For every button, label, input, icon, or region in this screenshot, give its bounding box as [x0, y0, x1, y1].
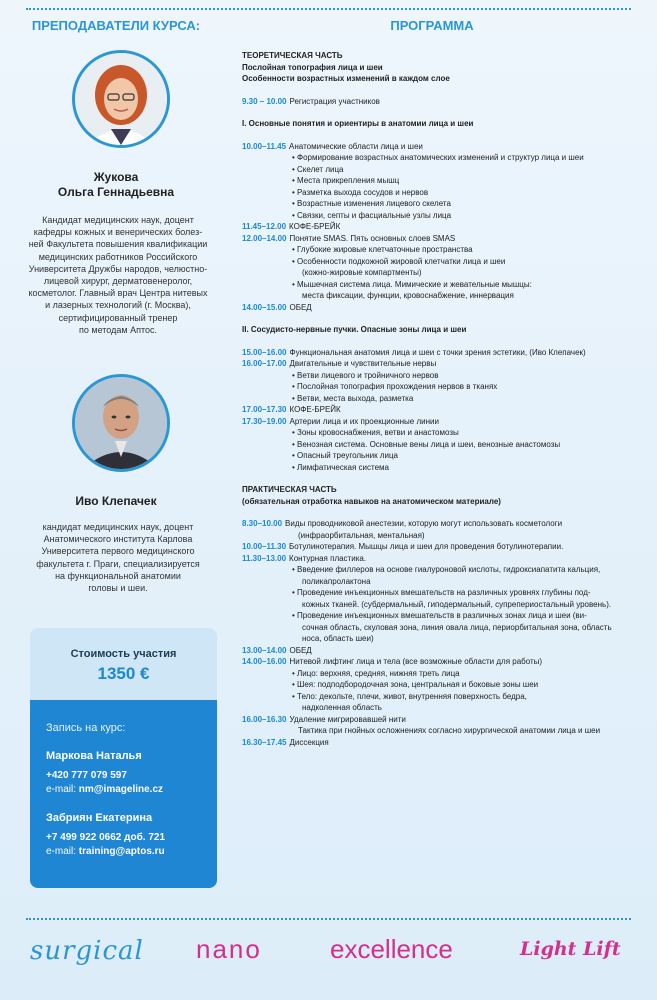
time: 14.00–16.00 — [242, 657, 287, 666]
event: КОФЕ-БРЕЙК — [289, 405, 341, 414]
schedule-row — [242, 541, 654, 553]
contact2-email-row — [46, 846, 165, 857]
program-heading: ПРОГРАММА — [390, 18, 474, 33]
schedule-row — [242, 416, 654, 428]
event: Контурная пластика. — [289, 553, 367, 563]
teacher1-name-line2: Ольга Геннадьевна — [57, 185, 175, 199]
contact2-email[interactable]: training@aptos.ru — [78, 846, 165, 857]
list-item: • Ветви, места выхода, разметка — [292, 393, 414, 403]
logo-strip — [0, 928, 657, 978]
teacher1-name-line1: Жукова — [93, 170, 139, 184]
list-item: (кожно-жировые компартменты) — [302, 268, 422, 277]
teacher2-photo — [72, 374, 170, 472]
list-item: • Возрастные изменения лицевого скелета — [292, 199, 451, 208]
list-item: • Венозная система. Основные вены лица и шеи, венозные анастомозы — [292, 439, 561, 449]
event: Двигательные и чувствительные нервы — [289, 359, 437, 368]
time: 17.00–17.30 — [242, 405, 287, 414]
schedule-row — [242, 404, 654, 416]
teacher1-photo — [72, 50, 170, 148]
program-list — [242, 50, 654, 748]
price-label: Стоимость участия — [70, 648, 177, 660]
schedule-row — [242, 221, 654, 233]
list-item: • Ветви лицевого и тройничного нервов — [292, 370, 439, 380]
teacher1-bio: Кандидат медицинских наук, доцент кафедры кожных и венерических болез- ней Факультета повышения квалификации медицинских работников Российского Университета Дружбы народов, челюстно- лицевой хирург, дерматовенеролог, косметолог. Главный врач Центра нитевых и лазерных технологий (г. Москва), сертифицированный тренер по методам Аптос. — [28, 215, 208, 335]
list-item: • Шея: подподбородочная зона, центральная и боковые зоны шеи — [292, 680, 539, 689]
schedule-row — [242, 302, 654, 314]
schedule-row — [242, 714, 654, 726]
contact1-email-label: e-mail: — [46, 784, 77, 795]
time: 15.00–16.00 — [242, 347, 287, 357]
contact1-phone[interactable]: +420 777 079 597 — [46, 770, 127, 781]
price-value: 1350 € — [97, 664, 150, 683]
list-item: места фиксации, функции, кровоснабжение, иннервация — [302, 291, 514, 300]
teachers-column — [0, 0, 232, 910]
list-item: надколенная область — [302, 703, 382, 712]
contact2-name: Забриян Екатерина — [46, 812, 153, 824]
section2-title: II. Сосудисто-нервные пучки. Опасные зоны лица и шеи — [242, 325, 467, 334]
event: Удаление мигрировавшей нити — [289, 714, 406, 724]
theory-title: ТЕОРЕТИЧЕСКАЯ ЧАСТЬ — [242, 51, 343, 60]
section1-title: I. Основные понятия и ориентиры в анатомии лица и шеи — [242, 119, 474, 128]
theory-sub1: Послойная топография лица и шеи — [242, 62, 383, 72]
list-item: • Скелет лица — [292, 164, 344, 174]
schedule-row — [242, 96, 654, 108]
event: Понятие SMAS. Пять основных слоев SMAS — [289, 233, 456, 243]
list-item: • Введение филлеров на основе гиалуроновой кислоты, гидроксиапатита кальция, — [292, 565, 601, 574]
schedule-row — [242, 656, 654, 668]
contact1-name: Маркова Наталья — [46, 750, 142, 762]
teachers-heading: ПРЕПОДАВАТЕЛИ КУРСА: — [31, 18, 201, 33]
list-item: • Опасный треугольник лица — [292, 451, 398, 460]
time: 11.45–12.00 — [242, 222, 287, 231]
practice-title: ПРАКТИЧЕСКАЯ ЧАСТЬ — [242, 485, 337, 494]
time: 10.00–11.30 — [242, 542, 287, 551]
list-item: • Тело: декольте, плечи, живот, внутренняя поверхность бедра, — [292, 691, 527, 701]
schedule-row — [242, 358, 654, 370]
time: 16.00–17.00 — [242, 359, 287, 368]
event: ОБЕД — [289, 645, 312, 655]
list-item: • Особенности подкожной жировой клетчатки лица и шеи — [292, 256, 506, 266]
excellence-logo: excellence — [330, 934, 453, 964]
schedule-row — [242, 553, 654, 565]
event: Артерии лица и их проекционные линии — [289, 416, 439, 426]
list-item: • Места прикрепления мышц — [292, 176, 400, 185]
teacher2-bio: кандидат медицинских наук, доцент Анатомического института Карлова Университета первого медицинского факультета г. Праги, специализируется на функциональной анатомии головы и шеи. — [36, 522, 200, 594]
contact2-phone[interactable]: +7 499 922 0662 доб. 721 — [46, 832, 166, 843]
teacher2-name: Иво Клепачек — [75, 494, 157, 508]
list-item: кожных тканей. (субдермальный, гиподермальный, супрепериостальный уровень). — [302, 599, 612, 609]
event: ОБЕД — [289, 302, 312, 312]
list-item: поликапролактона — [302, 576, 371, 586]
program-column — [232, 0, 657, 910]
event: КОФЕ-БРЕЙК — [289, 222, 341, 231]
event: Виды проводниковой анестезии, которую могут использовать косметологи — [285, 519, 563, 528]
top-divider — [26, 8, 631, 10]
list-item: • Разметка выхода сосудов и нервов — [292, 187, 429, 197]
schedule-row — [242, 518, 654, 530]
list-item: (инфраорбитальная, ментальная) — [298, 530, 425, 540]
list-item: • Мышечная система лица. Мимические и жевательные мышцы: — [292, 279, 532, 289]
practice-sub: (обязательная отработка навыков на анатомическом материале) — [242, 496, 501, 506]
registration-title: Запись на курс: — [46, 722, 126, 734]
event: Диссекция — [289, 737, 329, 747]
time: 14.00–15.00 — [242, 302, 287, 312]
schedule-row — [242, 737, 654, 749]
list-item: • Проведение инъекционных вмешательств на различных уровнях глубины под- — [292, 588, 591, 597]
list-item: Тактика при гнойных осложнениях согласно хирургической анатомии лица и шеи — [298, 726, 601, 735]
list-item: • Послойная топография прохождения нервов в тканях — [292, 382, 498, 391]
time: 16.00–16.30 — [242, 714, 287, 724]
list-item: • Лимфатическая система — [292, 462, 389, 472]
event: Анатомические области лица и шеи — [289, 141, 423, 151]
bottom-divider — [26, 918, 631, 920]
price-box — [30, 628, 217, 700]
time: 10.00–11.45 — [242, 141, 287, 151]
nano-logo: nano — [196, 934, 262, 964]
time: 13.00–14.00 — [242, 645, 287, 655]
time: 8.30–10.00 — [242, 519, 283, 528]
contact1-email-row — [46, 784, 163, 795]
schedule-row — [242, 233, 654, 245]
event: Функциональная анатомия лица и шеи с точки зрения эстетики, (Иво Клепачек) — [289, 347, 586, 357]
list-item: • Лицо: верхняя, средняя, нижняя треть лица — [292, 668, 460, 678]
time: 12.00–14.00 — [242, 233, 287, 243]
list-item: носа, область шеи) — [302, 634, 374, 643]
list-item: • Проведение инъекционных вмешательств в различных зонах лица и шеи (ви- — [292, 611, 587, 620]
list-item: • Формирование возрастных анатомических изменений и структур лица и шеи — [292, 153, 584, 162]
light-lift-logo: Light Lift — [520, 938, 621, 960]
contact1-email[interactable]: nm@imageline.cz — [78, 784, 164, 795]
schedule-row — [242, 347, 654, 359]
time: 17.30–19.00 — [242, 416, 287, 426]
event: Нитевой лифтинг лица и тела (все возможные области для работы) — [289, 657, 543, 666]
list-item: • Глубокие жировые клетчаточные пространства — [292, 245, 473, 254]
theory-sub2: Особенности возрастных изменений в каждом слое — [242, 74, 450, 83]
schedule-row — [242, 645, 654, 657]
list-item: • Связки, септы и фасциальные узлы лица — [292, 210, 452, 220]
registration-box — [30, 700, 217, 888]
surgical-logo: surgical — [30, 936, 144, 966]
schedule-row — [242, 141, 654, 153]
list-item: • Зоны кровоснабжения, ветви и анастомозы — [292, 428, 459, 437]
time: 11.30–13.00 — [242, 553, 287, 563]
event: Регистрация участников — [289, 96, 380, 106]
time: 9.30 – 10.00 — [242, 96, 287, 106]
list-item: сочная область, скуловая зона, линия овала лица, периорбитальная зона, область — [302, 622, 612, 632]
contact2-email-label: e-mail: — [46, 846, 77, 857]
time: 16.30–17.45 — [242, 737, 287, 747]
event: Ботулинотерапия. Мышцы лица и шеи для проведения ботулинотерапии. — [289, 542, 564, 551]
